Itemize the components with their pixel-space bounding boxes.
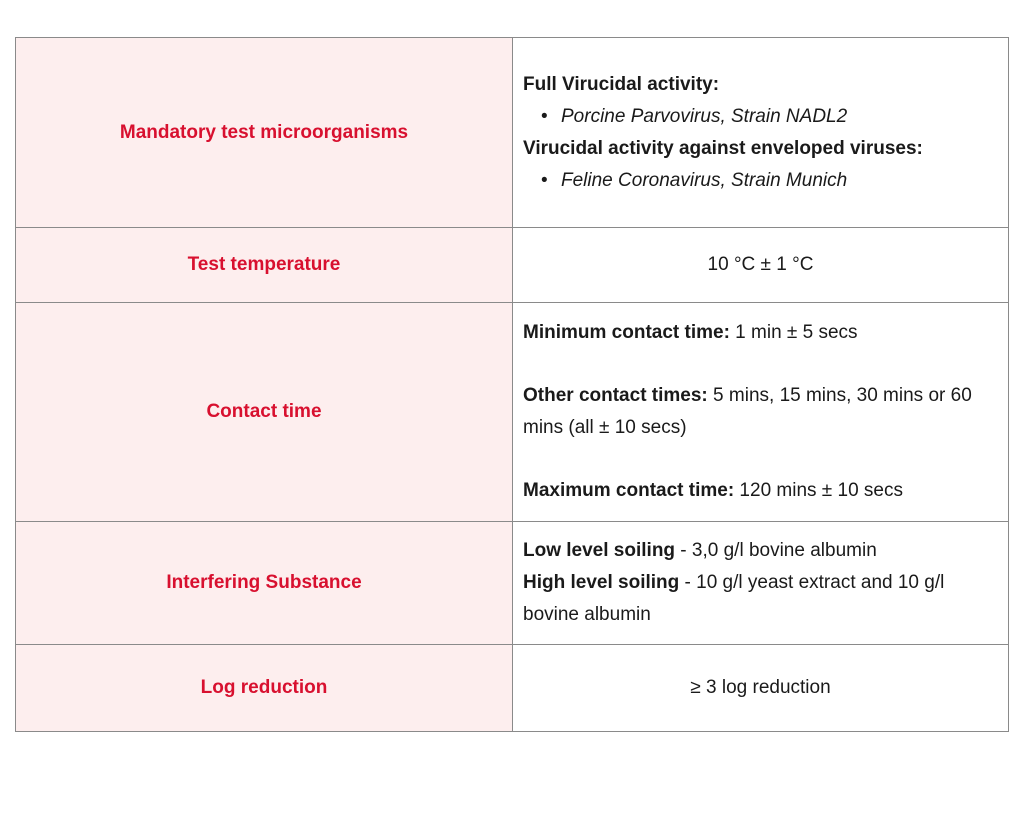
- row-value-microorganisms: [513, 38, 1009, 228]
- minimum-contact-label: Minimum contact time:: [523, 322, 730, 343]
- low-soiling-label: Low level soiling: [523, 540, 676, 561]
- table-row: [16, 522, 1009, 645]
- high-soiling-label: High level soiling: [523, 572, 680, 593]
- other-contact-value: 5 mins, 15 mins, 30 mins or 60 mins (all ± 10 secs): [523, 385, 972, 438]
- table-row: [16, 303, 1009, 522]
- maximum-contact-time: [523, 475, 998, 507]
- minimum-contact-value: 1 min ± 5 secs: [729, 322, 858, 343]
- enveloped-virus-heading: Virucidal activity against enveloped viruses:: [523, 137, 923, 159]
- row-label-microorganisms: Mandatory test microorganisms: [16, 38, 513, 228]
- list-item: • Porcine Parvovirus, Strain NADL2: [561, 101, 998, 133]
- list-item: • Feline Coronavirus, Strain Munich: [561, 165, 998, 197]
- row-value-temperature: 10 °C ± 1 °C: [513, 228, 1009, 303]
- full-virucidal-list: [523, 101, 998, 133]
- row-label-contact-time: Contact time: [16, 303, 513, 522]
- full-virucidal-heading: Full Virucidal activity:: [523, 73, 720, 95]
- minimum-contact-time: [523, 317, 998, 349]
- high-soiling-value: - 10 g/l yeast extract and 10 g/l bovine albumin: [523, 572, 945, 625]
- low-level-soiling: [523, 535, 998, 567]
- table-row: [16, 228, 1009, 303]
- other-contact-times: [523, 380, 998, 444]
- row-label-temperature: Test temperature: [16, 228, 513, 303]
- low-soiling-value: - 3,0 g/l bovine albumin: [675, 540, 877, 561]
- maximum-contact-label: Maximum contact time:: [523, 480, 735, 501]
- table-row: [16, 38, 1009, 228]
- table-row: [16, 645, 1009, 732]
- other-contact-label: Other contact times:: [523, 385, 708, 406]
- row-label-log-reduction: Log reduction: [16, 645, 513, 732]
- row-label-interfering-substance: Interfering Substance: [16, 522, 513, 645]
- test-conditions-table: [15, 37, 1009, 732]
- maximum-contact-value: 120 mins ± 10 secs: [734, 480, 903, 501]
- high-level-soiling: [523, 567, 998, 631]
- row-value-contact-time: [513, 303, 1009, 522]
- enveloped-virus-list: [523, 165, 998, 197]
- row-value-log-reduction: ≥ 3 log reduction: [513, 645, 1009, 732]
- row-value-interfering-substance: [513, 522, 1009, 645]
